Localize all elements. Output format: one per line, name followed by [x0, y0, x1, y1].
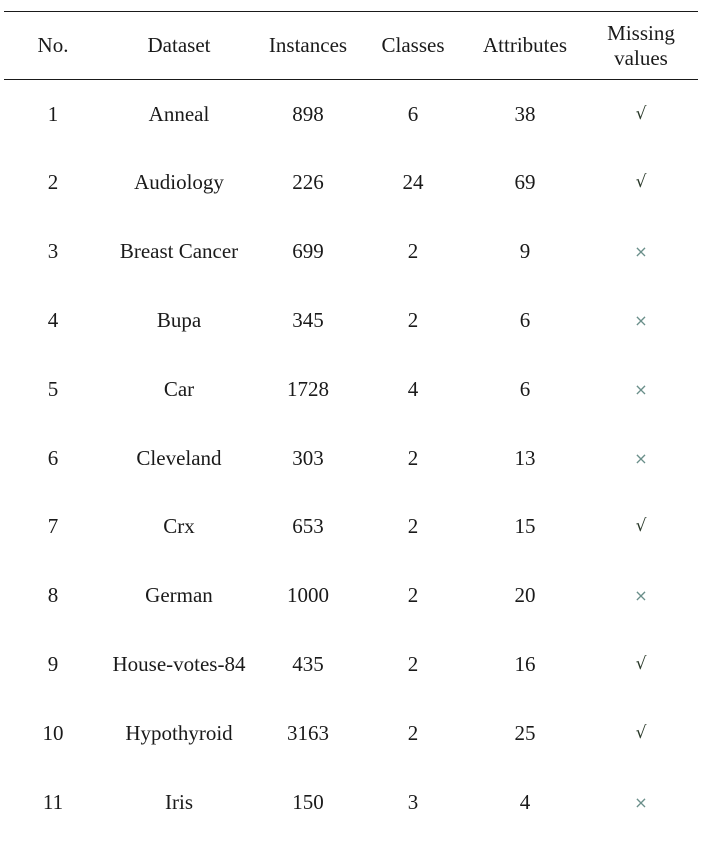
header-attributes: Attributes	[483, 33, 567, 57]
cell-instances-text: 1000	[287, 583, 329, 608]
cell-attributes-text: 13	[514, 445, 536, 470]
cell-instances-text: 3163	[287, 720, 329, 745]
cell-no-text: 5	[47, 376, 59, 401]
cell-missing-values	[585, 493, 697, 561]
cell-dataset	[100, 149, 258, 217]
table-row	[0, 768, 718, 836]
header-dataset: Dataset	[147, 33, 211, 57]
cell-classes-text: 3	[407, 789, 419, 814]
cell-instances	[258, 699, 358, 767]
cell-missing-values-text: √	[635, 722, 647, 743]
cell-no-text: 3	[47, 239, 59, 264]
cell-missing-values-text: √	[635, 103, 647, 124]
cell-dataset	[100, 699, 258, 767]
cell-no-text: 9	[47, 651, 59, 676]
cell-dataset-text: German	[145, 583, 213, 608]
cell-instances	[258, 493, 358, 561]
cell-classes	[363, 80, 463, 148]
cell-attributes-text: 20	[514, 583, 536, 608]
cell-instances	[258, 80, 358, 148]
cell-dataset-text: Iris	[165, 789, 193, 814]
cell-no	[12, 562, 94, 630]
cell-dataset-text: Audiology	[134, 170, 224, 195]
cell-dataset	[100, 355, 258, 423]
cell-dataset-text: Anneal	[148, 101, 210, 126]
cell-classes	[363, 493, 463, 561]
cell-missing-values-text: √	[635, 653, 647, 674]
cell-attributes	[470, 149, 580, 217]
cell-attributes	[470, 286, 580, 354]
cell-instances-text: 1728	[287, 376, 329, 401]
table-row	[0, 630, 718, 698]
cell-dataset-text: Cleveland	[136, 445, 222, 470]
cell-instances	[258, 286, 358, 354]
table-row	[0, 149, 718, 217]
cell-instances-text: 345	[292, 307, 324, 332]
cell-missing-values	[585, 286, 697, 354]
table-row	[0, 218, 718, 286]
cell-dataset	[100, 630, 258, 698]
table-row	[0, 355, 718, 423]
cell-instances-text: 435	[292, 651, 324, 676]
cell-attributes	[470, 80, 580, 148]
cell-classes-text: 2	[407, 583, 419, 608]
cell-classes-text: 2	[407, 307, 419, 332]
cell-no	[12, 699, 94, 767]
cell-classes	[363, 286, 463, 354]
cell-classes-text: 2	[407, 514, 419, 539]
cell-missing-values	[585, 218, 697, 286]
cell-instances	[258, 630, 358, 698]
cell-classes	[363, 355, 463, 423]
cell-instances-text: 699	[292, 239, 324, 264]
cell-attributes	[470, 218, 580, 286]
header-classes: Classes	[381, 33, 445, 57]
cell-attributes	[470, 424, 580, 492]
cell-missing-values	[585, 424, 697, 492]
cell-missing-values	[585, 562, 697, 630]
cell-dataset	[100, 768, 258, 836]
cell-missing-values-text: √	[635, 172, 647, 193]
cell-dataset	[100, 286, 258, 354]
cell-dataset	[100, 424, 258, 492]
cell-no-text: 2	[47, 170, 59, 195]
header-missing-values	[585, 12, 697, 79]
table-row	[0, 286, 718, 354]
cell-attributes-text: 38	[514, 101, 536, 126]
cell-attributes	[470, 630, 580, 698]
cell-no-text: 11	[42, 789, 64, 814]
cell-attributes-text: 69	[514, 170, 536, 195]
cell-no	[12, 80, 94, 148]
cell-classes-text: 4	[407, 376, 419, 401]
cell-no-text: 4	[47, 307, 59, 332]
cell-classes	[363, 149, 463, 217]
header-missing-line2: values	[614, 45, 668, 70]
cell-missing-values-text: ×	[634, 792, 648, 812]
cell-attributes-text: 16	[514, 651, 536, 676]
cell-classes-text: 2	[407, 445, 419, 470]
cell-classes	[363, 424, 463, 492]
cell-classes	[363, 768, 463, 836]
cell-attributes	[470, 699, 580, 767]
cell-no	[12, 218, 94, 286]
cell-classes	[363, 562, 463, 630]
cell-instances	[258, 768, 358, 836]
cell-classes	[363, 630, 463, 698]
cell-no-text: 1	[47, 101, 59, 126]
cell-classes-text: 2	[407, 651, 419, 676]
table-row	[0, 80, 718, 148]
table-row	[0, 424, 718, 492]
cell-dataset	[100, 218, 258, 286]
cell-missing-values-text: √	[635, 516, 647, 537]
cell-missing-values	[585, 699, 697, 767]
cell-attributes	[470, 493, 580, 561]
cell-no	[12, 286, 94, 354]
cell-dataset	[100, 80, 258, 148]
cell-attributes-text: 4	[519, 789, 531, 814]
header-instances: Instances	[268, 33, 348, 57]
cell-classes-text: 6	[407, 101, 419, 126]
cell-missing-values-text: ×	[634, 310, 648, 330]
cell-dataset-text: Car	[163, 376, 195, 401]
header-missing-line1: Missing	[607, 20, 675, 45]
cell-missing-values-text: ×	[634, 379, 648, 399]
cell-instances-text: 226	[292, 170, 324, 195]
cell-dataset-text: House-votes-84	[112, 652, 246, 677]
cell-attributes-text: 15	[514, 514, 536, 539]
cell-missing-values-text: ×	[634, 448, 648, 468]
cell-instances	[258, 562, 358, 630]
cell-missing-values-text: ×	[634, 242, 648, 262]
cell-attributes	[470, 562, 580, 630]
cell-no	[12, 424, 94, 492]
cell-no	[12, 630, 94, 698]
cell-dataset-text: Hypothyroid	[125, 720, 233, 745]
cell-attributes-text: 25	[514, 720, 536, 745]
cell-no	[12, 355, 94, 423]
cell-no-text: 10	[42, 720, 64, 745]
cell-instances-text: 898	[292, 101, 324, 126]
cell-classes	[363, 699, 463, 767]
header-no: No.	[37, 33, 69, 57]
cell-no	[12, 768, 94, 836]
cell-classes-text: 2	[407, 720, 419, 745]
cell-missing-values	[585, 149, 697, 217]
cell-dataset	[100, 562, 258, 630]
table-row	[0, 562, 718, 630]
cell-attributes-text: 9	[519, 239, 531, 264]
cell-attributes-text: 6	[519, 307, 531, 332]
cell-missing-values	[585, 768, 697, 836]
cell-classes-text: 24	[402, 170, 424, 195]
cell-instances-text: 150	[292, 789, 324, 814]
cell-no-text: 8	[47, 583, 59, 608]
cell-instances	[258, 424, 358, 492]
cell-no	[12, 149, 94, 217]
cell-classes-text: 2	[407, 239, 419, 264]
cell-dataset-text: Bupa	[156, 307, 202, 332]
cell-instances	[258, 149, 358, 217]
cell-missing-values-text: ×	[634, 586, 648, 606]
cell-dataset-text: Breast Cancer	[119, 239, 239, 264]
cell-dataset	[100, 493, 258, 561]
cell-no	[12, 493, 94, 561]
cell-no-text: 7	[47, 514, 59, 539]
cell-instances	[258, 355, 358, 423]
cell-instances-text: 303	[292, 445, 324, 470]
cell-attributes	[470, 355, 580, 423]
cell-missing-values	[585, 630, 697, 698]
cell-classes	[363, 218, 463, 286]
cell-attributes	[470, 768, 580, 836]
table-row	[0, 699, 718, 767]
cell-missing-values	[585, 355, 697, 423]
cell-attributes-text: 6	[519, 376, 531, 401]
cell-no-text: 6	[47, 445, 59, 470]
cell-missing-values	[585, 80, 697, 148]
cell-dataset-text: Crx	[163, 514, 195, 539]
cell-instances	[258, 218, 358, 286]
table-header-row	[0, 12, 718, 79]
cell-instances-text: 653	[292, 514, 324, 539]
table-row	[0, 493, 718, 561]
